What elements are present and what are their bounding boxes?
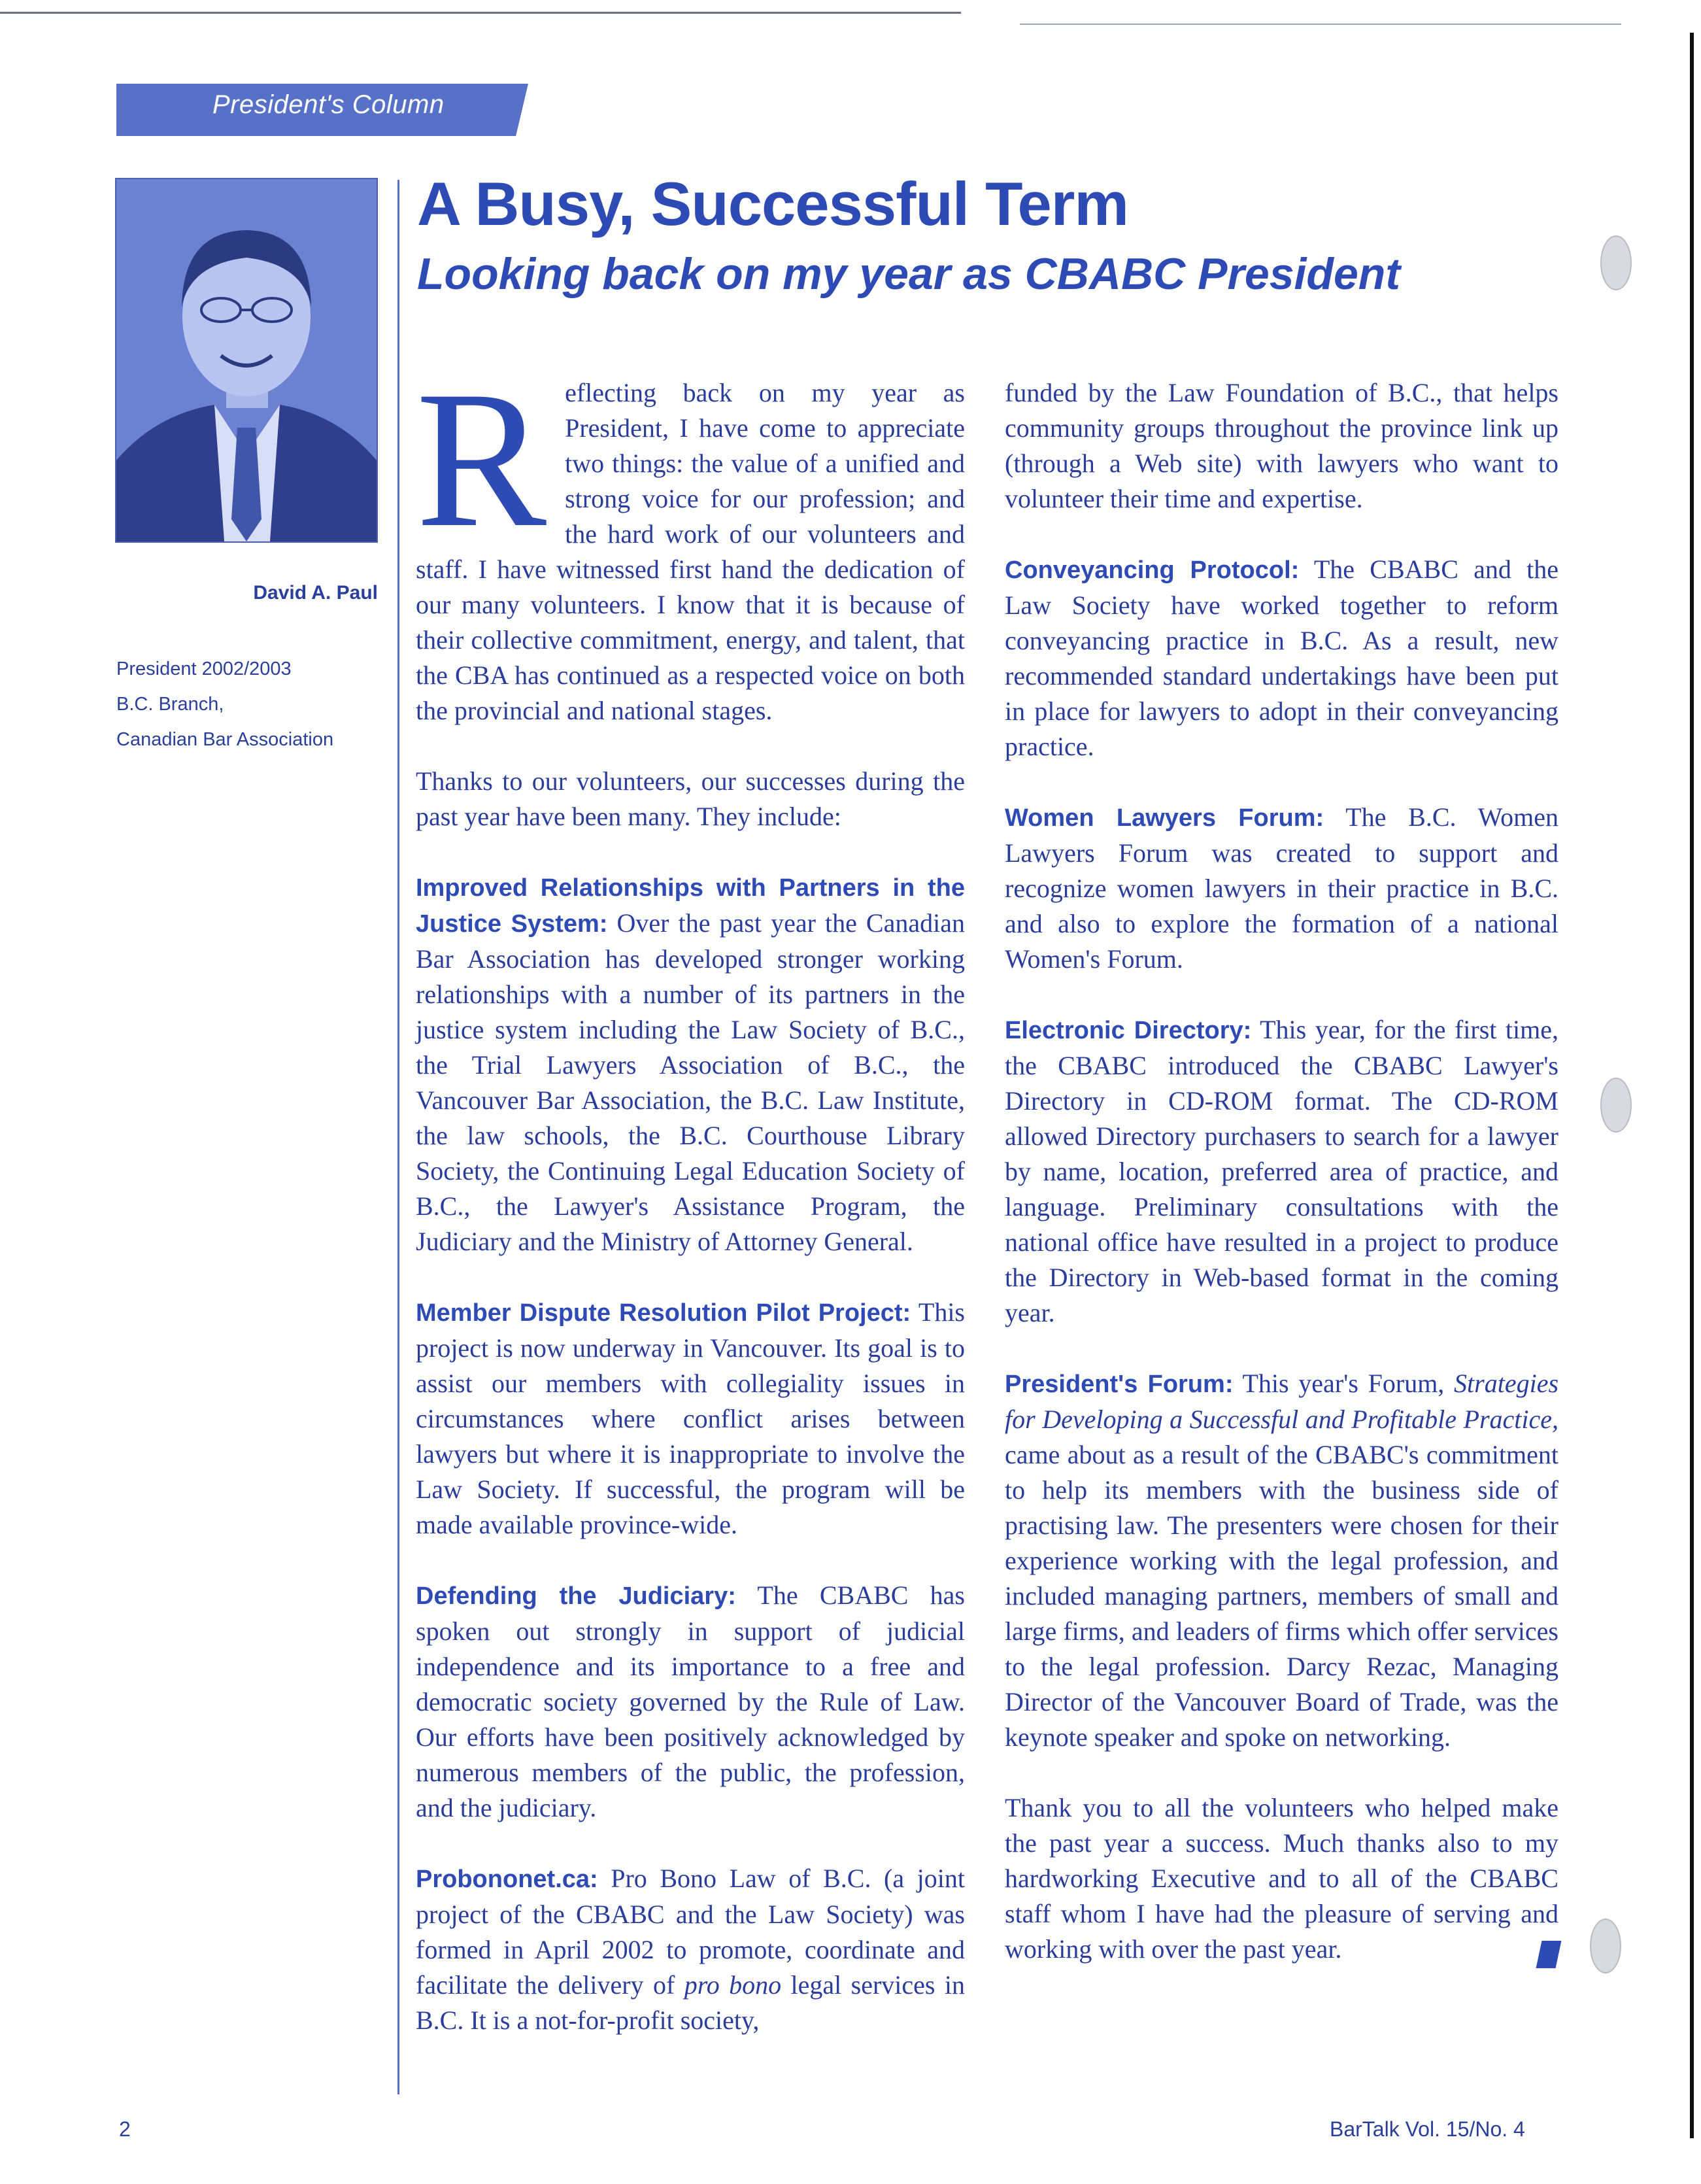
section-heading: Defending the Judiciary: (416, 1582, 736, 1610)
section-electronic-directory: Electronic Directory: This year, for the first time, the CBABC introduced the CBABC Lawyer's Directory in CD-ROM format. The CD-ROM allowed Directory purchasers to search for a lawyer by name, location, preferred area of practice, and language. Preliminary consultations with the national office have resulted in a project to produce the Directory in Web-based format in the coming year. (1005, 1015, 1558, 1327)
author-info (116, 651, 378, 757)
punch-hole (1600, 1078, 1632, 1133)
paragraph: Thanks to our volunteers, our successes during the past year have been many. They include: (416, 766, 965, 831)
section-heading: Electronic Directory: (1005, 1017, 1252, 1044)
page-edge (1690, 33, 1694, 2138)
punch-hole (1590, 1919, 1621, 1973)
article-column-1 (416, 350, 966, 2038)
top-scan-line (0, 12, 961, 14)
end-mark-icon (1536, 1941, 1562, 1968)
section-dispute-resolution: Member Dispute Resolution Pilot Project: This project is now underway in Vancouver. Its goal is to assist our members with collegiality issues in circumstances where conflict arises between lawyers but where it is inappropriate to involve the Law Society. If successful, the program will be made available province-wide. (416, 1297, 965, 1539)
author-photo (115, 178, 378, 543)
section-judiciary: Defending the Judiciary: The CBABC has spoken out strongly in support of judicial independence and its importance to a free and democratic society governed by the Rule of Law. Our efforts have been positively acknowledged by numerous members of the public, the profession, and the judiciary. (416, 1580, 966, 1822)
top-scan-line-2 (1020, 24, 1621, 25)
portrait-illustration (116, 179, 377, 541)
article-title: A Busy, Successful Term (417, 169, 1128, 238)
section-women-lawyers: Women Lawyers Forum: The B.C. Women Lawyers Forum was created to support and recognize women lawyers in their practice in B.C. and also to explore the formation of a national Women's Forum. (1005, 802, 1558, 974)
section-label: President's Column (212, 90, 445, 119)
author-org-line1: B.C. Branch, (116, 694, 224, 715)
article-subtitle: Looking back on my year as CBABC President (417, 249, 1400, 299)
page-number: 2 (119, 2117, 131, 2141)
intro-paragraph: Reflecting back on my year as President, I have come to appreciate two things: the value of a unified and strong voice for our profession; and the hard work of our volunteers and staff. I have witnessed first hand the dedication of our many volunteers. I know that it is because of their collective commitment, energy, and talent, that the CBA has continued as a respected voice on both the provincial and national stages. (416, 350, 965, 725)
paragraph: funded by the Law Foundation of B.C., that helps community groups throughout the province link up (through a Web site) with lawyers who want to volunteer their time and expertise. (1005, 378, 1558, 513)
author-name: David A. Paul (253, 582, 378, 604)
section-conveyancing: Conveyancing Protocol: The CBABC and the Law Society have worked together to reform conveyancing practice in B.C. As a result, new recommended standard undertakings have been put in place for lawyers to adopt in their conveyancing practice. (1005, 555, 1558, 761)
column-divider (397, 180, 399, 2094)
section-heading: Member Dispute Resolution Pilot Project: (416, 1299, 911, 1327)
section-probononet: Probononet.ca: Pro Bono Law of B.C. (a joint project of the CBABC and the Law Society) was formed in April 2002 to promote, coordinate and facilitate the delivery of pro bono legal services in B.C. It is a not-for-profit society, (416, 1864, 965, 2035)
section-relationships: Improved Relationships with Partners in the Justice System: Over the past year the Canadian Bar Association has developed stronger working relationships with a number of its partners in the justice system including the Law Society of B.C., the Trial Lawyers Association of B.C., the Vancouver Bar Association, the B.C. Law Institute, the law schools, the B.C. Courthouse Library Society, the Continuing Legal Education Society of B.C., the Lawyer's Assistance Program, the Judiciary and the Ministry of Attorney General. (416, 874, 965, 1256)
section-heading: Women Lawyers Forum: (1005, 804, 1324, 832)
publication-footer: BarTalk Vol. 15/No. 4 (1330, 2117, 1525, 2141)
author-org-line2: Canadian Bar Association (116, 729, 334, 750)
section-heading: Probononet.ca: (416, 1866, 598, 1893)
section-heading: Improved Relationships with Partners in the Justice System: (416, 874, 965, 938)
section-presidents-forum: President's Forum: This year's Forum, Strategies for Developing a Successful and Profitable Practice, came about as a result of the CBABC's commitment to help its members with the business side of practising law. The presenters were chosen for their experience working with the legal profession, and included managing partners, members of small and large firms, and leaders of firms which offer services to the legal profession. Darcy Rezac, Managing Director of the Vancouver Board of Trade, was the keynote speaker and spoke on networking. (1005, 1369, 1559, 1752)
drop-cap: R (416, 350, 547, 568)
section-heading: President's Forum: (1005, 1371, 1234, 1398)
closing-paragraph: Thank you to all the volunteers who helped make the past year a success. Much thanks also to my hardworking Executive and to all of the CBABC staff whom I have had the pleasure of serving and working with over the past year. (1005, 1790, 1558, 1967)
section-heading: Conveyancing Protocol: (1005, 556, 1300, 584)
author-role: President 2002/2003 (116, 658, 292, 679)
punch-hole (1600, 235, 1632, 290)
article-column-2 (1005, 375, 1558, 1968)
